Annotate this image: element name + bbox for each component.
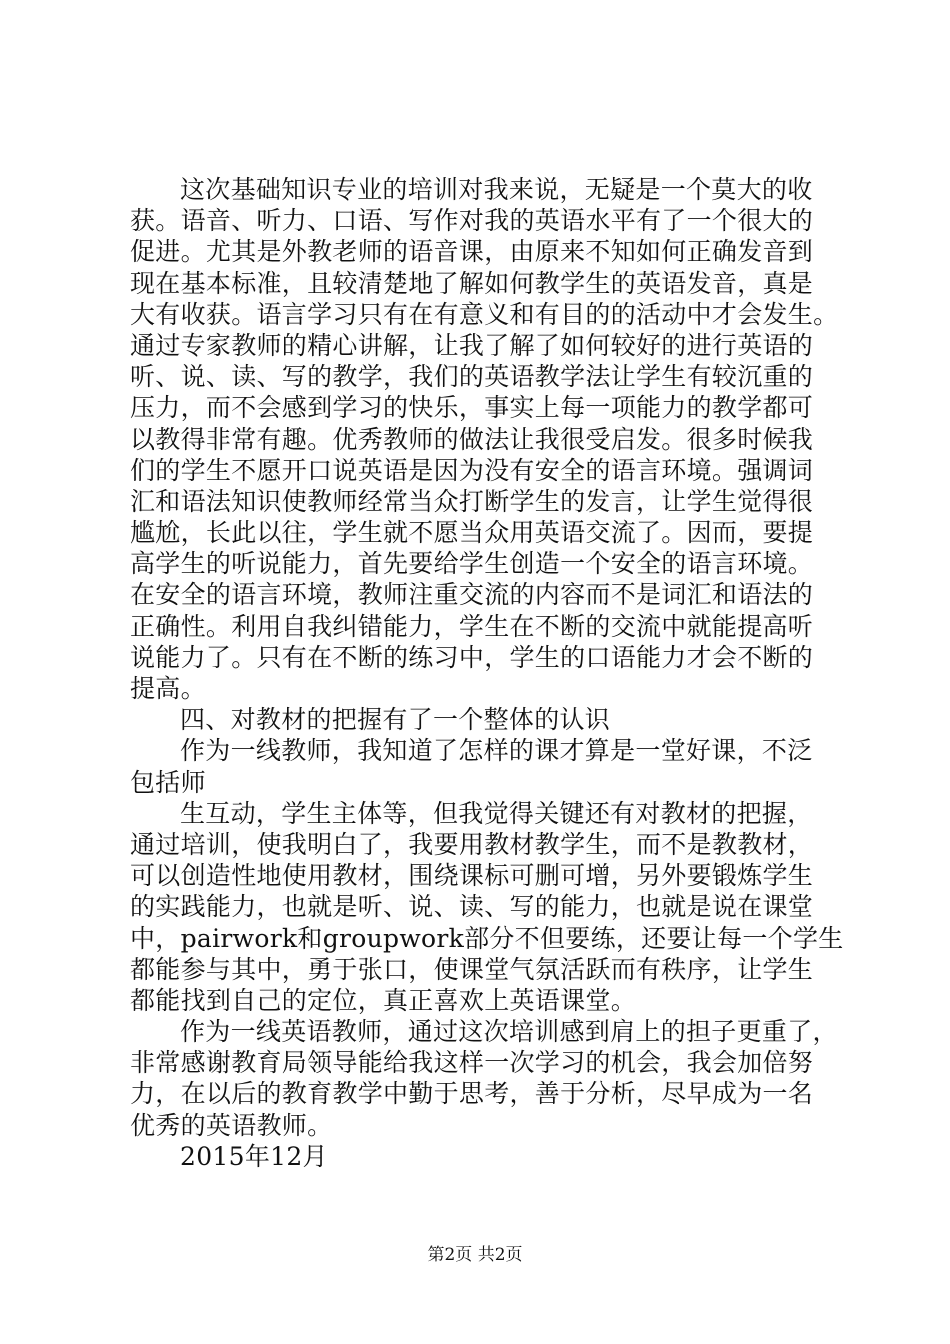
text-line: 通过培训，使我明白了，我要用教材教学生，而不是教教材， <box>130 829 814 859</box>
text-line: 力，在以后的教育教学中勤于思考，善于分析，尽早成为一名 <box>130 1079 814 1109</box>
document-body <box>130 174 850 1172</box>
text-line: 压力，而不会感到学习的快乐，事实上每一项能力的教学都可 <box>130 393 814 423</box>
text-line: 汇和语法知识使教师经常当众打断学生的发言，让学生觉得很 <box>130 486 814 516</box>
text-line: 大有收获。语言学习只有在有意义和有目的的活动中才会发生。 <box>130 299 839 329</box>
text-line: 听、说、读、写的教学，我们的英语教学法让学生有较沉重的 <box>130 362 814 392</box>
text-line: 包括师 <box>130 767 206 797</box>
text-line: 尴尬，长此以往，学生就不愿当众用英语交流了。因而，要提 <box>130 518 814 548</box>
text-line: 促进。尤其是外教老师的语音课，由原来不知如何正确发音到 <box>130 237 814 267</box>
text-line: 这次基础知识专业的培训对我来说，无疑是一个莫大的收 <box>180 175 813 204</box>
text-line: 提高。 <box>130 674 206 703</box>
text-line: 的实践能力，也就是听、说、读、写的能力，也就是说在课堂 <box>130 892 814 922</box>
text-line: 正确性。利用自我纠错能力，学生在不断的交流中就能提高听 <box>130 611 814 641</box>
text-line: 非常感谢教育局领导能给我这样一次学习的机会，我会加倍努 <box>130 1048 814 1078</box>
text-line: 可以创造性地使用教材，围绕课标可删可增，另外要锻炼学生 <box>130 861 814 891</box>
text-line: 以教得非常有趣。优秀教师的做法让我很受启发。很多时候我 <box>130 424 814 454</box>
text-line: 优秀的英语教师。 <box>130 1110 333 1140</box>
text-line: 获。语音、听力、口语、写作对我的英语水平有了一个很大的 <box>130 206 814 236</box>
text-line: 高学生的听说能力，首先要给学生创造一个安全的语言环境。 <box>130 549 814 579</box>
text-line: 在安全的语言环境，教师注重交流的内容而不是词汇和语法的 <box>130 580 814 610</box>
text-line: 通过专家教师的精心讲解，让我了解了如何较好的进行英语的 <box>130 330 814 360</box>
text-line: 作为一线教师，我知道了怎样的课才算是一堂好课，不泛 <box>180 736 813 766</box>
page-footer: 第2页 共2页 <box>427 1245 523 1265</box>
text-line: 都能参与其中，勇于张口，使课堂气氛活跃而有秩序，让学生 <box>130 954 814 984</box>
text-line: 中，pairwork和groupwork部分不但要练，还要让每一个学生 <box>130 923 844 953</box>
text-line: 四、对教材的把握有了一个整体的认识 <box>180 705 611 735</box>
text-line: 2015年12月 <box>180 1141 328 1171</box>
text-line: 作为一线英语教师，通过这次培训感到肩上的担子更重了， <box>180 1017 838 1047</box>
text-line: 都能找到自己的定位，真正喜欢上英语课堂。 <box>130 985 637 1015</box>
text-line: 说能力了。只有在不断的练习中，学生的口语能力才会不断的 <box>130 642 814 672</box>
text-line: 生互动，学生主体等，但我觉得关键还有对教材的把握， <box>180 798 813 828</box>
text-line: 们的学生不愿开口说英语是因为没有安全的语言环境。强调词 <box>130 455 814 485</box>
text-line: 现在基本标准，且较清楚地了解如何教学生的英语发音，真是 <box>130 268 814 298</box>
